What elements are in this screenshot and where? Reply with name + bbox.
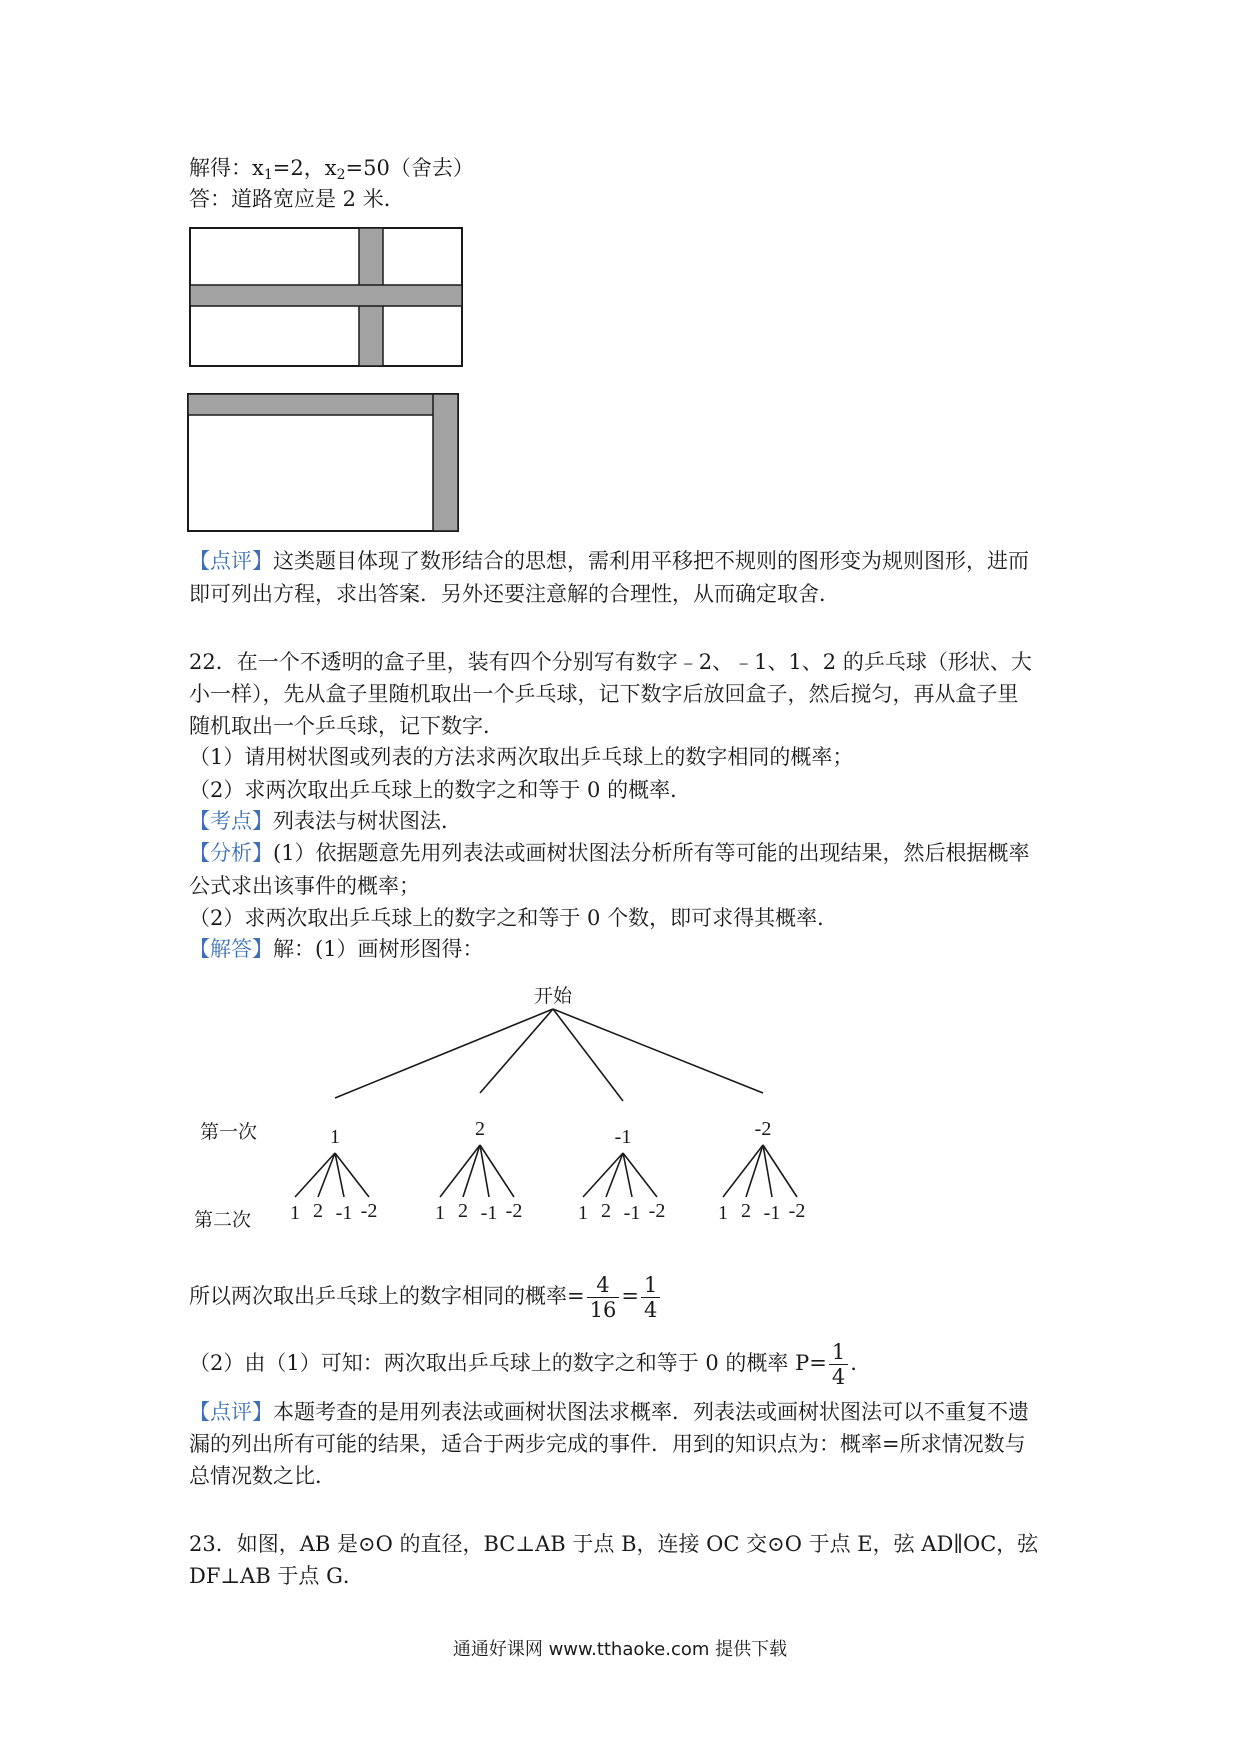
x2-value: =50（舍去） (345, 156, 474, 180)
tree-branch-level1 (480, 1009, 553, 1093)
tree-branch-level2 (606, 1153, 623, 1197)
tree-node-level2: 1 (578, 1202, 588, 1224)
tree-node-level2: -2 (360, 1200, 378, 1222)
x1-subscript: 1 (263, 167, 273, 183)
q22-stem-3: 随机取出一个乒乓球，记下数字． (189, 714, 504, 738)
result-line-2 (189, 1338, 857, 1389)
fenxi-line-2: 公式求出该事件的概率； (189, 874, 420, 898)
fraction-denominator: 16 (589, 1298, 617, 1322)
fraction-denominator: 4 (643, 1298, 658, 1322)
q22-review-line-3: 总情况数之比． (189, 1464, 336, 1488)
result1-text: 所以两次取出乒乓球上的数字相同的概率= (189, 1284, 585, 1308)
review-text-1: 本题考查的是用列表法或画树状图法求概率．列表法或画树状图法可以不重复不遗 (273, 1400, 1029, 1424)
tree-node-level1: 1 (330, 1126, 340, 1148)
tree-node-level1: 2 (475, 1118, 485, 1140)
fraction-numerator: 1 (641, 1273, 660, 1298)
tree-node-level2: -2 (505, 1200, 523, 1222)
tree-level2-label: 第二次 (194, 1209, 252, 1231)
q22-part-1: （1）请用树状图或列表的方法求两次取出乒乓球上的数字相同的概率； (189, 745, 854, 769)
review-line-1 (189, 547, 1029, 575)
tree-node-level2: 2 (741, 1200, 751, 1222)
q22-review-line-1 (189, 1398, 1029, 1426)
jieda-line (189, 935, 484, 963)
tree-node-level1: -2 (754, 1118, 772, 1140)
q22-part-2: （2）求两次取出乒乓球上的数字之和等于 0 的概率． (189, 778, 692, 802)
jieda-text: 解：(1）画树形图得： (273, 937, 484, 961)
result-line-1 (189, 1271, 662, 1322)
review-tag: 【点评】 (189, 549, 273, 573)
q22-stem-1: 22．在一个不透明的盒子里，装有四个分别写有数字﹣2、﹣1、1、2 的乒乓球（形状、大 (189, 650, 1032, 674)
fenxi-line-3: （2）求两次取出乒乓球上的数字之和等于 0 个数，即可求得其概率． (189, 906, 839, 930)
q23-line-2: DF⊥AB 于点 G． (189, 1564, 364, 1588)
solution-line (189, 154, 474, 189)
tree-node-level2: -1 (623, 1202, 641, 1224)
tree-node-level2: -1 (335, 1202, 353, 1224)
review-text-1: 这类题目体现了数形结合的思想，需利用平移把不规则的图形变为规则图形，进而 (273, 549, 1029, 573)
fraction-4-16 (587, 1273, 620, 1322)
x2-subscript: 2 (336, 167, 346, 183)
tree-node-level1: -1 (614, 1126, 632, 1148)
tree-level1-label: 第一次 (200, 1121, 258, 1143)
equals-sign: = (621, 1284, 639, 1308)
tree-node-level2: 1 (290, 1202, 300, 1224)
solution-prefix: 解得：x (189, 156, 264, 180)
tree-node-level2: -1 (480, 1202, 498, 1224)
tree-node-level2: -1 (763, 1202, 781, 1224)
fenxi-tag: 【分析】 (189, 841, 273, 865)
x1-value: =2，x (272, 156, 337, 180)
period: . (850, 1351, 857, 1375)
tree-node-level2: 2 (313, 1200, 323, 1222)
tree-branch-level1 (335, 1009, 553, 1098)
tree-node-level2: 2 (458, 1200, 468, 1222)
tree-branch-level2 (723, 1145, 763, 1197)
fraction-numerator: 4 (587, 1273, 620, 1298)
road-cross-figure (189, 227, 465, 371)
fraction-denominator: 4 (831, 1365, 846, 1389)
q22-stem-2: 小一样），先从盒子里随机取出一个乒乓球，记下数字后放回盒子，然后搅匀，再从盒子里 (189, 682, 1019, 706)
page-footer: 通通好课网 www.tthaoke.com 提供下载 (452, 1639, 788, 1660)
tree-node-level2: 1 (435, 1202, 445, 1224)
review-line-2: 即可列出方程，求出答案．另外还要注意解的合理性，从而确定取舍． (189, 582, 840, 606)
tree-node-level2: -2 (788, 1200, 806, 1222)
kaodian-tag: 【考点】 (189, 809, 273, 833)
tree-branch-level2 (295, 1153, 335, 1197)
q23-line-1: 23．如图，AB 是⊙O 的直径，BC⊥AB 于点 B，连接 OC 交⊙O 于点 E，弦 AD∥OC，弦 (189, 1532, 1039, 1556)
fraction-1-4 (641, 1273, 660, 1322)
tree-node-level2: 1 (718, 1202, 728, 1224)
tree-root-label: 开始 (533, 985, 573, 1007)
kaodian-text: 列表法与树状图法． (273, 809, 462, 833)
tree-branch-level2 (440, 1145, 480, 1197)
q22-review-line-2: 漏的列出所有可能的结果，适合于两步完成的事件．用到的知识点为：概率=所求情况数与 (189, 1432, 1026, 1456)
tree-node-level2: 2 (601, 1200, 611, 1222)
review-tag: 【点评】 (189, 1400, 273, 1424)
answer-line: 答：道路宽应是 2 米． (189, 187, 405, 211)
fenxi-line-1 (189, 839, 1030, 867)
tree-node-level2: -2 (648, 1200, 666, 1222)
jieda-tag: 【解答】 (189, 937, 273, 961)
tree-branch-level2 (746, 1145, 763, 1197)
result2-text: （2）由（1）可知：两次取出乒乓球上的数字之和等于 0 的概率 P= (189, 1351, 827, 1375)
road-translated-figure (187, 393, 461, 535)
fraction-1-4-p (829, 1340, 848, 1389)
tree-branch-level2 (463, 1145, 480, 1197)
kaodian-line (189, 807, 462, 835)
fenxi-text-1: (1）依据题意先用列表法或画树状图法分析所有等可能的出现结果，然后根据概率 (273, 841, 1030, 865)
tree-branch-level2 (583, 1153, 623, 1197)
fraction-numerator: 1 (829, 1340, 848, 1365)
tree-branch-level2 (318, 1153, 335, 1197)
probability-tree-diagram (180, 965, 860, 1235)
